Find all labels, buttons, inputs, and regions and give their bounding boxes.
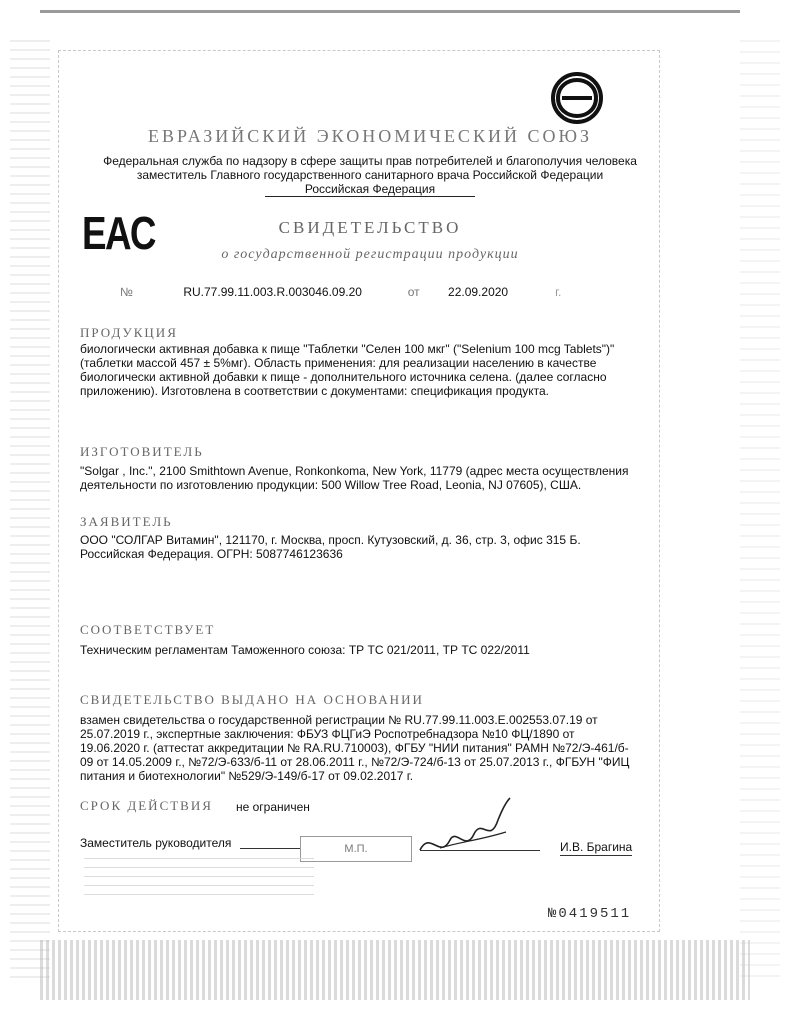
applicant-text — [80, 533, 581, 561]
agency-line-2: заместитель Главного государственного санитарного врача Российской Федерации — [136, 168, 604, 182]
basis-line: взамен свидетельства о государственной регистрации № RU.77.99.11.003.Е.002553.07.19 от — [80, 713, 598, 727]
date-label: от — [407, 285, 420, 299]
product-heading: ПРОДУКЦИЯ — [80, 325, 178, 340]
compliance-text — [80, 643, 530, 657]
applicant-line: ООО "СОЛГАР Витамин", 121170, г. Москва, просп. Кутузовский, д. 36, стр. 3, офис 315 Б. — [80, 533, 581, 547]
basis-line: 09 от 14.05.2009 г., №72/Э-633/б-11 от 28.06.2011 г., №72/Э-724/б-13 от 25.07.2013 г., ФГБУН "ФИЦ — [80, 755, 630, 769]
certificate-title: СВИДЕТЕЛЬСТВО — [278, 218, 462, 237]
signatory-role: Заместитель руководителя — [80, 836, 232, 850]
top-border-decoration — [40, 10, 740, 49]
basis-line: 25.07.2019 г., экспертные заключения: ФБУЗ ФЦГиЭ Роспотребнадзора №10 ФЦ/1890 от — [80, 727, 575, 741]
left-border-decoration — [10, 40, 50, 980]
date-suffix: г. — [555, 285, 562, 299]
stamp-placeholder: М.П. — [300, 836, 412, 862]
signatory-name: И.В. Брагина — [560, 840, 633, 854]
product-line: приложению). Изготовлена в соответствии с документами: спецификация продукта. — [80, 384, 549, 398]
compliance-line: Техническим регламентам Таможенного союза: ТР ТС 021/2011, ТР ТС 022/2011 — [80, 643, 530, 657]
signature-line-left — [240, 848, 300, 849]
manufacturer-text — [80, 464, 628, 492]
agency-block — [60, 154, 680, 197]
validity-value: не ограничен — [236, 800, 310, 814]
validity-heading: СРОК ДЕЙСТВИЯ — [80, 798, 213, 813]
product-line: биологически активная добавка к пище "Таблетки "Селен 100 мкг" ("Selenium 100 mcg Tablets")" — [80, 342, 615, 356]
product-line: (таблетки массой 457 ± 5%мг). Область применения: для реализации населению в качестве — [80, 356, 597, 370]
serial-number: №0419511 — [548, 906, 632, 922]
certificate-number-row — [120, 285, 561, 299]
applicant-line: Российская Федерация. ОГРН: 5087746123636 — [80, 547, 343, 561]
certificate-date: 22.09.2020 — [448, 285, 509, 299]
compliance-heading: СООТВЕТСТВУЕТ — [80, 622, 216, 637]
union-name: ЕВРАЗИЙСКИЙ ЭКОНОМИЧЕСКИЙ СОЮЗ — [148, 126, 592, 146]
bottom-border-decoration — [40, 940, 750, 1000]
manufacturer-line: "Solgar , Inc.", 2100 Smithtown Avenue, Ronkonkoma, New York, 11779 (адрес места осуществления — [80, 464, 629, 478]
certificate-subtitle: о государственной регистрации продукции — [221, 247, 519, 262]
manufacturer-heading: ИЗГОТОВИТЕЛЬ — [80, 444, 204, 459]
right-border-decoration — [740, 40, 780, 980]
basis-line: питания и биотехнологии" №529/Э-149/б-17 от 09.02.2017 г. — [80, 769, 414, 783]
product-text — [80, 342, 614, 398]
manufacturer-line: деятельности по изготовлению продукции: 500 Willow Tree Road, Leonia, NJ 07605), США. — [80, 478, 582, 492]
basis-text — [80, 713, 629, 783]
signature-line-right — [420, 850, 540, 851]
eac-mark: EAC — [82, 207, 155, 259]
faint-footnote-decoration — [84, 858, 314, 898]
eaeu-logo-icon — [522, 70, 632, 126]
basis-line: 19.06.2020 г. (аттестат аккредитации № RA.RU.710003), ФГБУ "НИИ питания" РАМН №72/Э-461/б- — [80, 741, 629, 755]
certificate-number: RU.77.99.11.003.R.003046.09.20 — [183, 285, 362, 299]
handwritten-signature-icon — [410, 790, 520, 870]
agency-line-3: Российская Федерация — [265, 182, 475, 197]
agency-line-1: Федеральная служба по надзору в сфере защиты прав потребителей и благополучия человека — [103, 154, 637, 168]
basis-heading: СВИДЕТЕЛЬСТВО ВЫДАНО НА ОСНОВАНИИ — [80, 692, 424, 707]
applicant-heading: ЗАЯВИТЕЛЬ — [80, 514, 173, 529]
product-line: биологически активной добавки к пище - дополнительного источника селена. (далее согласно — [80, 370, 607, 384]
number-label: № — [120, 285, 133, 299]
